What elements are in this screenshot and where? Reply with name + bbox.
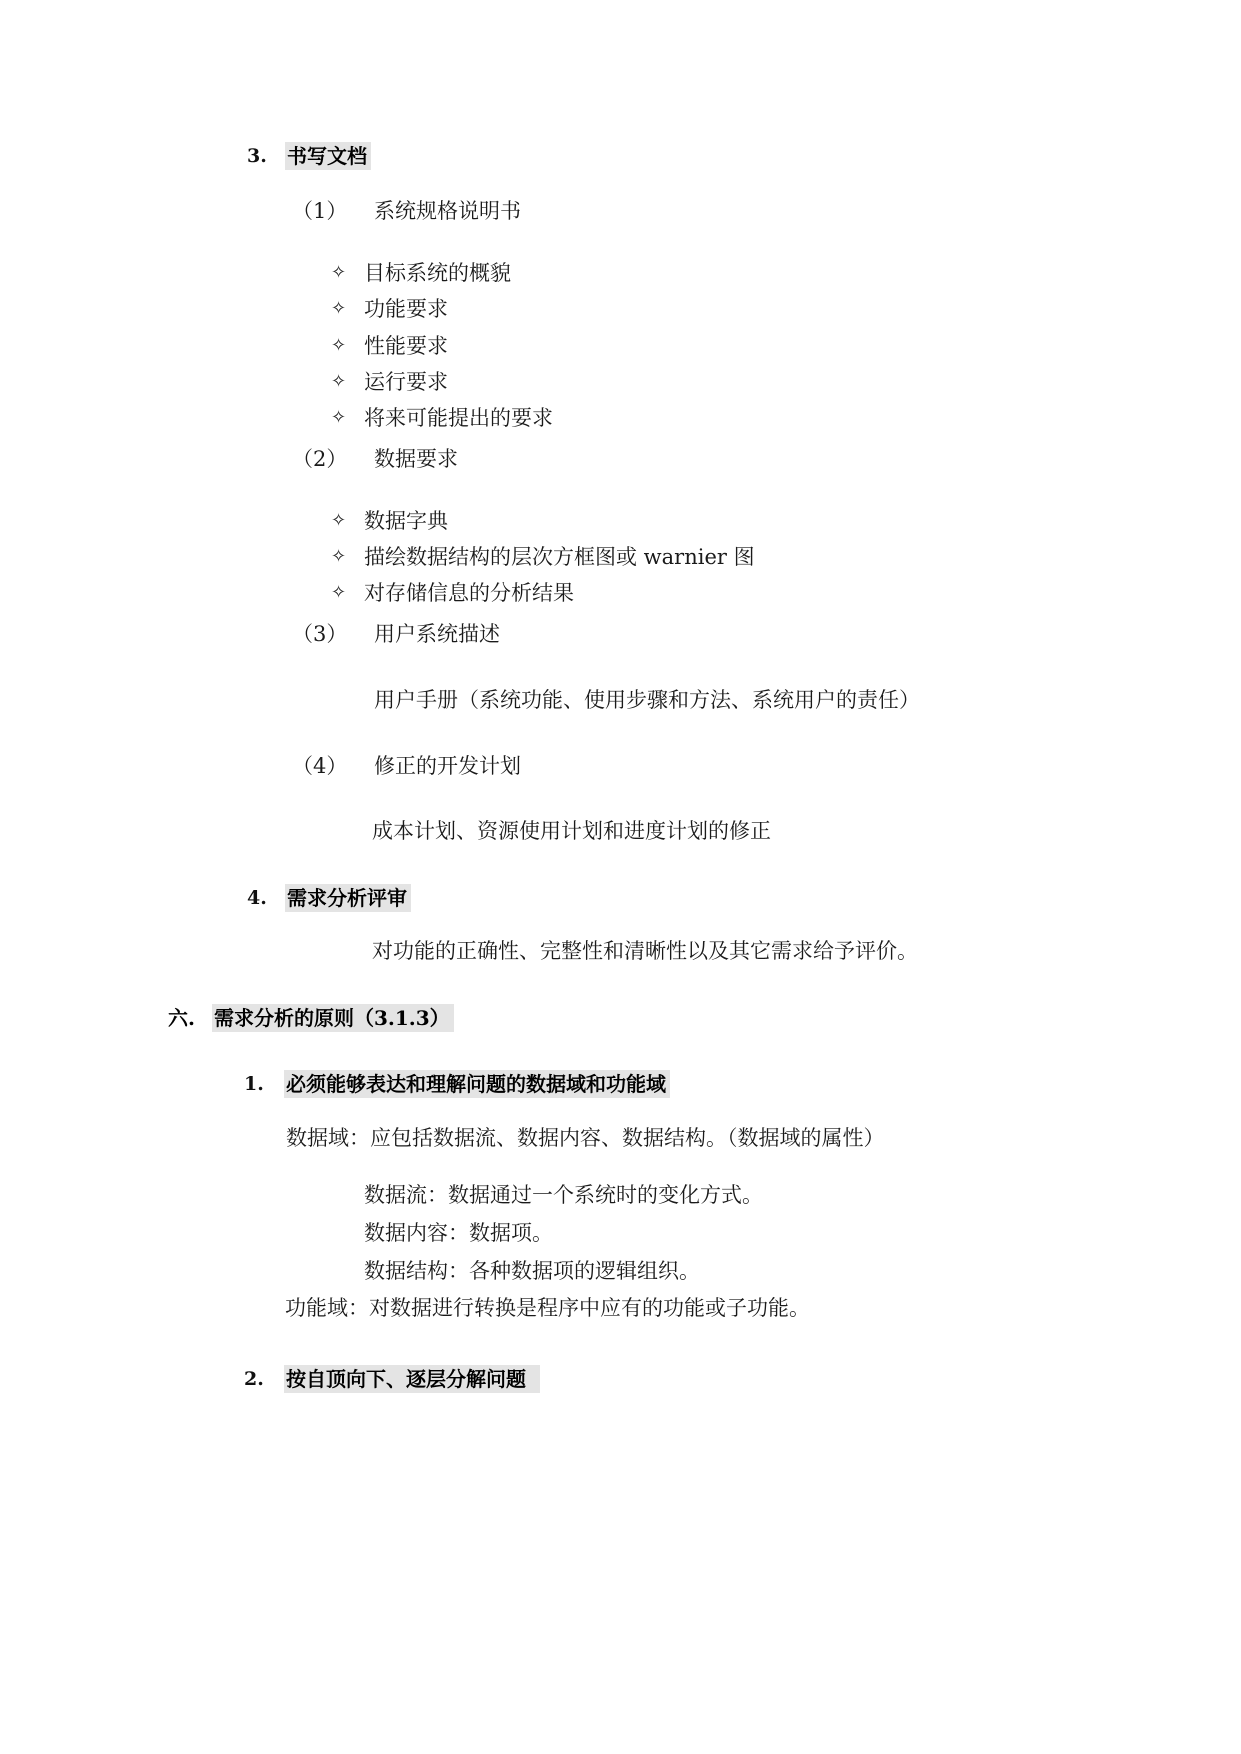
sub3-text: 用户手册（系统功能、使用步骤和方法、系统用户的责任） [374,688,920,712]
sub2-label: （2） [292,447,348,471]
section-4-text: 对功能的正确性、完整性和清晰性以及其它需求给予评价。 [372,939,918,963]
principle-1-title: 必须能够表达和理解问题的数据域和功能域 [284,1070,670,1098]
chapter-6-title: 需求分析的原则（3.1.3） [212,1004,454,1032]
section-3-number: 3. [247,145,267,167]
function-domain-text: 功能域：对数据进行转换是程序中应有的功能或子功能。 [285,1296,810,1320]
sub4-title: 修正的开发计划 [374,754,521,778]
diamond-bullet-icon: ✧ [331,582,347,603]
sub1-bullet-2: 功能要求 [364,297,448,321]
sub4-text: 成本计划、资源使用计划和进度计划的修正 [372,819,771,843]
data-flow-text: 数据流：数据通过一个系统时的变化方式。 [364,1183,763,1207]
principle-1-number: 1. [244,1073,264,1095]
sub1-bullet-1: 目标系统的概貌 [364,261,511,285]
diamond-bullet-icon: ✧ [331,546,347,567]
section-4-number: 4. [247,887,267,909]
data-domain-text: 数据域：应包括数据流、数据内容、数据结构。（数据域的属性） [286,1126,885,1150]
principle-2-number: 2. [244,1368,264,1390]
sub1-bullet-4: 运行要求 [364,370,448,394]
sub3-label: （3） [292,622,348,646]
sub1-bullet-3: 性能要求 [364,334,448,358]
diamond-bullet-icon: ✧ [331,407,347,428]
diamond-bullet-icon: ✧ [331,262,347,283]
sub2-bullet-1: 数据字典 [364,509,448,533]
diamond-bullet-icon: ✧ [331,510,347,531]
sub4-label: （4） [292,754,348,778]
chapter-6-number: 六. [168,1006,195,1030]
section-4-title: 需求分析评审 [285,884,411,912]
diamond-bullet-icon: ✧ [331,298,347,319]
data-content-text: 数据内容：数据项。 [364,1221,553,1245]
sub1-label: （1） [292,199,348,223]
sub2-title: 数据要求 [374,447,458,471]
sub3-title: 用户系统描述 [374,622,500,646]
sub2-bullet-3: 对存储信息的分析结果 [364,581,574,605]
sub1-title: 系统规格说明书 [374,199,521,223]
data-structure-text: 数据结构：各种数据项的逻辑组织。 [364,1259,700,1283]
diamond-bullet-icon: ✧ [331,371,347,392]
diamond-bullet-icon: ✧ [331,335,347,356]
section-3-title: 书写文档 [285,142,371,170]
sub2-bullet-2: 描绘数据结构的层次方框图或 warnier 图 [364,545,755,569]
sub1-bullet-5: 将来可能提出的要求 [364,406,553,430]
principle-2-title: 按自顶向下、逐层分解问题 [284,1365,540,1393]
